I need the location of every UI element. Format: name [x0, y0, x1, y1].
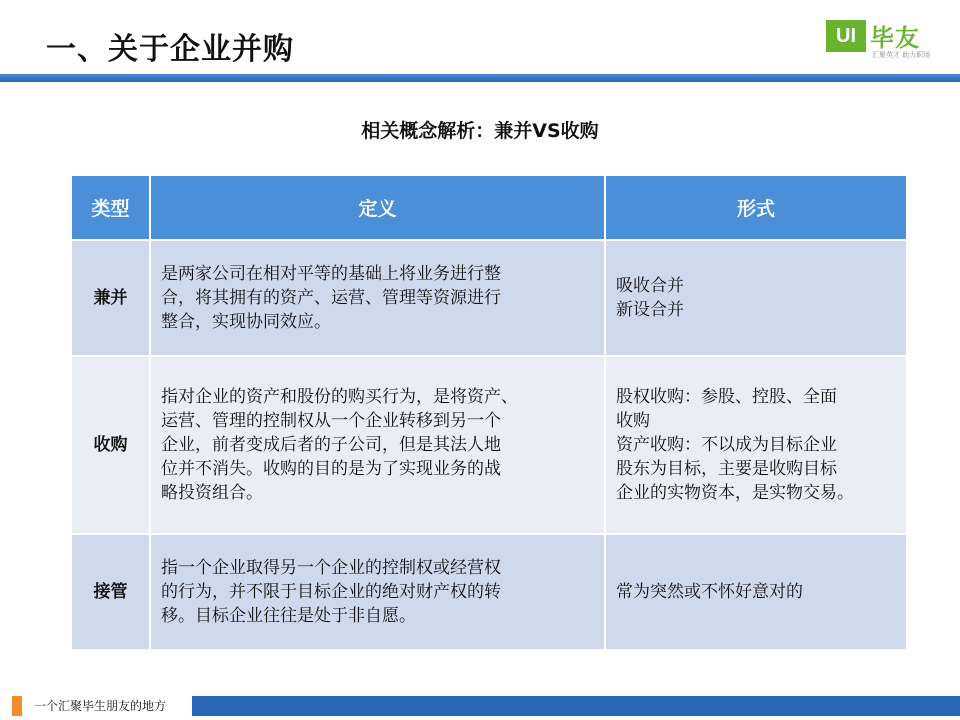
definition-line: 是两家公司在相对平等的基础上将业务进行整 [161, 264, 501, 284]
form-line: 收购 [616, 411, 650, 431]
form-line: 企业的实物资本，是实物交易。 [616, 483, 854, 503]
definition-line: 企业，前者变成后者的子公司，但是其法人地 [161, 435, 501, 455]
header-type: 类型 [71, 175, 150, 240]
header-divider-bar [0, 74, 960, 82]
definition-cell [150, 356, 605, 534]
slide-subtitle: 相关概念解析：兼并VS收购 [361, 120, 599, 142]
definition-cell [150, 240, 605, 356]
brand-logo [826, 12, 942, 58]
definition-line: 运营、管理的控制权从一个企业转移到另一个 [161, 411, 501, 431]
table-row [71, 534, 907, 650]
type-cell: 接管 [71, 534, 150, 650]
form-line: 常为突然或不怀好意对的 [616, 582, 803, 602]
form-cell [605, 240, 907, 356]
definition-line: 位并不消失。收购的目的是为了实现业务的战 [161, 459, 501, 479]
definition-line: 指对企业的资产和股份的购买行为，是将资产、 [161, 387, 518, 407]
form-line: 股权收购：参股、控股、全面 [616, 387, 837, 407]
form-line: 新设合并 [616, 300, 684, 320]
form-cell [605, 356, 907, 534]
footer-accent [12, 696, 22, 716]
type-cell: 收购 [71, 356, 150, 534]
footer-tagline: 一个汇聚毕生朋友的地方 [34, 699, 167, 713]
logo-slogan: 汇聚英才 助力职场 [872, 51, 931, 59]
definition-line: 指一个企业取得另一个企业的控制权或经营权 [161, 558, 501, 578]
table-header-row [71, 175, 907, 240]
form-line: 吸收合并 [616, 276, 684, 296]
page-title: 一、关于企业并购 [46, 32, 294, 67]
table-row [71, 356, 907, 534]
form-cell [605, 534, 907, 650]
header-form: 形式 [605, 175, 907, 240]
footer-bar [192, 696, 960, 716]
definition-cell [150, 534, 605, 650]
header-definition: 定义 [150, 175, 605, 240]
logo-name: 毕友 [870, 24, 920, 52]
form-line: 股东为目标，主要是收购目标 [616, 459, 837, 479]
definition-line: 整合，实现协同效应。 [161, 312, 331, 332]
concept-table [70, 174, 908, 651]
logo-mark: UI [826, 20, 866, 52]
definition-line: 合，将其拥有的资产、运营、管理等资源进行 [161, 288, 501, 308]
footer [0, 694, 960, 718]
type-cell: 兼并 [71, 240, 150, 356]
definition-line: 略投资组合。 [161, 483, 263, 503]
table-row [71, 240, 907, 356]
definition-line: 的行为，并不限于目标企业的绝对财产权的转 [161, 582, 501, 602]
definition-line: 移。目标企业往往是处于非自愿。 [161, 606, 416, 626]
form-line: 资产收购：不以成为目标企业 [616, 435, 837, 455]
